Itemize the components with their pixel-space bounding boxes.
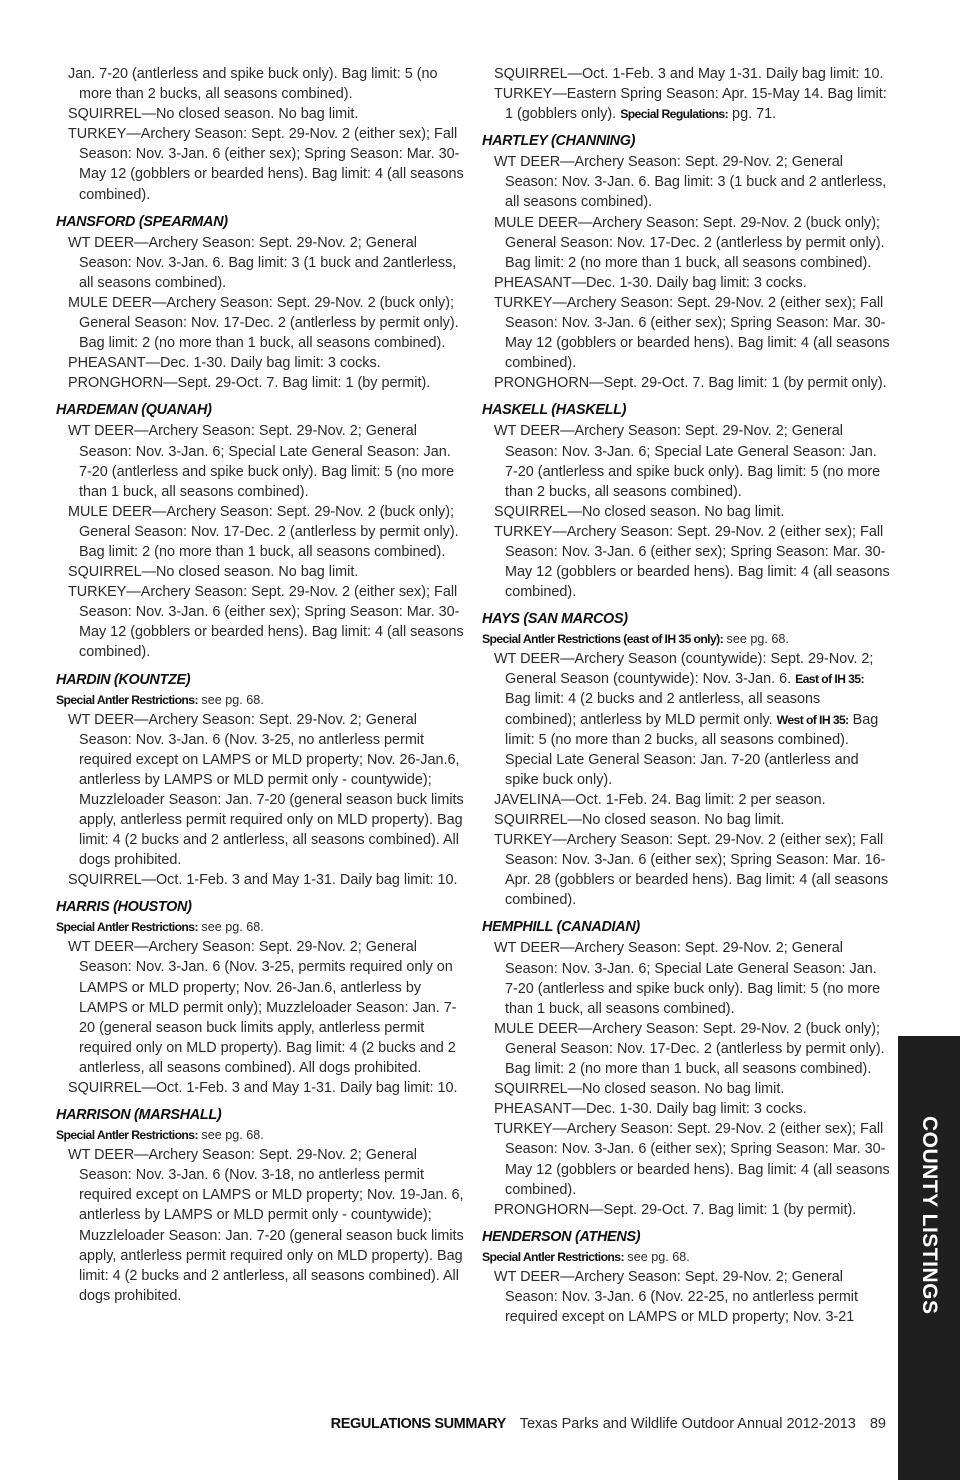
county-section [56, 897, 464, 1098]
regulation-entry: PRONGHORN—Sept. 29-Oct. 7. Bag limit: 1 (by permit). [68, 375, 431, 392]
regulation-entry: SQUIRREL—No closed season. No bag limit. [494, 812, 785, 828]
regulation-entry: WT DEER—Archery Season: Sept. 29-Nov. 2; General Season: Nov. 3-Jan. 6 (Nov. 3-25, no antlerless permit required except on LAMPS or MLD property; Nov. 26-Jan.6, antlerless by LAMPS or MLD permit only - countywide); Muzzleloader Season: Jan. 7-20 (general season buck limits apply, antlerless permit required only on MLD property). Bag limit: 4 (2 bucks and 2 antlerless, all seasons combined). All dogs prohibited. [68, 711, 464, 869]
note-label: Special Antler Restrictions: [56, 920, 198, 935]
county-section [56, 1105, 464, 1306]
left-column [56, 64, 464, 1306]
regulation-entry: PRONGHORN—Sept. 29-Oct. 7. Bag limit: 1 (by permit only). [494, 375, 887, 392]
county-heading: HARDIN (KOUNTZE) [56, 671, 191, 688]
regulation-entry: WT DEER—Archery Season: Sept. 29-Nov. 2; General Season: Nov. 3-Jan. 6 (Nov. 22-25, no antlerless permit required except on LAMPS or MLD property; Nov. 3-21 [494, 1268, 859, 1325]
note-text: see pg. 68. [197, 692, 264, 707]
regulation-entry: TURKEY—Archery Season: Sept. 29-Nov. 2 (either sex); Fall Season: Nov. 3-Jan. 6 (either sex); Spring Season: Mar. 30-May 12 (gobblers or bearded hens). Bag limit: 4 (all seasons combined). [494, 523, 890, 601]
regulation-entry: WT DEER—Archery Season: Sept. 29-Nov. 2; General Season: Nov. 3-Jan. 6. Bag limit: 3 (1 buck and 2 antlerless, all seasons combined). [494, 154, 887, 211]
regulation-entry: WT DEER—Archery Season: Sept. 29-Nov. 2; General Season: Nov. 3-Jan. 6; Special Late General Season: Jan. 7-20 (antlerless and spike buck only). Bag limit: 5 (no more than 1 buck, all seasons combined). [494, 940, 881, 1017]
county-heading: HARRIS (HOUSTON) [56, 899, 192, 916]
regulation-entry: SQUIRREL—Oct. 1-Feb. 3 and May 1-31. Daily bag limit: 10. [68, 872, 458, 889]
regulation-entry: JAVELINA—Oct. 1-Feb. 24. Bag limit: 2 per season. [494, 791, 826, 808]
side-tab [898, 1036, 960, 1480]
county-section [482, 131, 892, 393]
page-footer [331, 1416, 886, 1432]
special-restrictions-note [56, 918, 464, 937]
note-text: see pg. 68. [623, 1249, 690, 1264]
regulation-entry: PHEASANT—Dec. 1-30. Daily bag limit: 3 cocks. [494, 274, 807, 291]
regulation-entry: TURKEY—Archery Season: Sept. 29-Nov. 2 (either sex); Fall Season: Nov. 3-Jan. 6 (either sex); Spring Season: Mar. 30-May 12 (gobblers or bearded hens). Bag limit: 4 (all seasons combined). [494, 1121, 890, 1198]
county-section [482, 1227, 892, 1327]
regulation-entry: WT DEER—Archery Season: Sept. 29-Nov. 2; General Season: Nov. 3-Jan. 6. Bag limit: 3 (1 buck and 2antlerless, all seasons combined). [68, 234, 457, 291]
county-section [482, 917, 892, 1219]
regulation-entry: MULE DEER—Archery Season: Sept. 29-Nov. 2 (buck only); General Season: Nov. 17-Dec. 2 (antlerless by permit only). Bag limit: 2 (no more than 1 buck, all seasons combined). [68, 503, 459, 560]
regulation-entry: TURKEY—Eastern Spring Season: Apr. 15-May 14. Bag limit: 1 (gobblers only). Special Regulations: pg. 71. [494, 86, 887, 123]
right-column [482, 64, 892, 1327]
county-heading: HAYS (SAN MARCOS) [482, 611, 628, 628]
regulation-entry: SQUIRREL—Oct. 1-Feb. 3 and May 1-31. Daily bag limit: 10. [494, 66, 884, 82]
regulation-entry: SQUIRREL—No closed season. No bag limit. [494, 503, 785, 520]
county-heading: HARRISON (MARSHALL) [56, 1107, 222, 1124]
county-heading: HEMPHILL (CANADIAN) [482, 919, 640, 936]
note-text: see pg. 68. [723, 632, 789, 647]
footer-section-title: REGULATIONS SUMMARY [330, 1416, 506, 1432]
note-label: Special Antler Restrictions: [482, 1249, 624, 1264]
special-restrictions-note [482, 1248, 892, 1267]
note-label: Special Antler Restrictions: [56, 692, 198, 707]
special-restrictions-note [56, 1126, 464, 1145]
regulation-entry: SQUIRREL—Oct. 1-Feb. 3 and May 1-31. Daily bag limit: 10. [68, 1080, 458, 1097]
county-section [56, 400, 464, 662]
regulation-entry: WT DEER—Archery Season: Sept. 29-Nov. 2; General Season: Nov. 3-Jan. 6 (Nov. 3-25, permits required only on LAMPS or MLD property; Nov. 26-Jan.6, antlerless by LAMPS or MLD permit only); Muzzleloader Season: Jan. 7-20 (general season buck limits apply, antlerless permit required only on MLD property). Bag limit: 4 (2 bucks and 2 antlerless, all seasons combined). All dogs prohibited. [68, 939, 457, 1076]
county-section [482, 609, 892, 910]
regulation-entry: MULE DEER—Archery Season: Sept. 29-Nov. 2 (buck only); General Season: Nov. 17-Dec. 2 (antlerless by permit only). Bag limit: 2 (no more than 1 buck, all seasons combined). [494, 1020, 885, 1078]
footer-publication: Texas Parks and Wildlife Outdoor Annual 2012-2013 [519, 1416, 856, 1432]
regulation-entry: PHEASANT—Dec. 1-30. Daily bag limit: 3 cocks. [494, 1101, 807, 1118]
regulation-entry: SQUIRREL—No closed season. No bag limit. [68, 564, 359, 581]
note-label: Special Antler Restrictions (east of IH 35 only): [482, 632, 724, 647]
regulation-entry: WT DEER—Archery Season: Sept. 29-Nov. 2; General Season: Nov. 3-Jan. 6 (Nov. 3-18, no antlerless permit required except on LAMPS or MLD property; Nov. 19-Jan. 6, antlerless by LAMPS or MLD permit only - countywide); Muzzleloader Season: Jan. 7-20 (general season buck limits apply, antlerless permit required only on MLD property). Bag limit: 4 (2 bucks and 2 antlerless, all seasons combined). All dogs prohibited. [68, 1147, 464, 1304]
county-section [56, 212, 464, 394]
page-number: 89 [869, 1416, 886, 1432]
county-heading: HARTLEY (CHANNING) [482, 133, 636, 150]
regulation-entry: MULE DEER—Archery Season: Sept. 29-Nov. 2 (buck only); General Season: Nov. 17-Dec. 2 (antlerless by permit only). Bag limit: 2 (no more than 1 buck, all seasons combined). [494, 214, 885, 271]
county-heading: HASKELL (HASKELL) [482, 402, 627, 419]
side-tab-label: COUNTY LISTINGS [918, 1116, 941, 1315]
regulation-entry: TURKEY—Archery Season: Sept. 29-Nov. 2 (either sex); Fall Season: Nov. 3-Jan. 6 (either sex); Spring Season: Mar. 16-Apr. 28 (gobblers or bearded hens). Bag limit: 4 (all seasons combined). [494, 832, 889, 909]
county-heading: HENDERSON (ATHENS) [482, 1228, 641, 1245]
special-restrictions-note [482, 630, 892, 649]
note-label: Special Antler Restrictions: [56, 1128, 198, 1143]
inline-bold-label: Special Regulations: [620, 107, 729, 122]
regulation-entry: PHEASANT—Dec. 1-30. Daily bag limit: 3 cocks. [68, 355, 381, 372]
regulation-entry: SQUIRREL—No closed season. No bag limit. [494, 1081, 785, 1098]
county-section [482, 400, 892, 602]
inline-bold-label: East of IH 35: [795, 672, 864, 687]
regulation-entry: WT DEER—Archery Season: Sept. 29-Nov. 2; General Season: Nov. 3-Jan. 6; Special Late General Season: Jan. 7-20 (antlerless and spike buck only). Bag limit: 5 (no more than 2 bucks, all seasons combined). [494, 423, 881, 500]
regulation-entry: WT DEER—Archery Season: Sept. 29-Nov. 2; General Season: Nov. 3-Jan. 6; Special Late General Season: Jan. 7-20 (antlerless and spike buck only). Bag limit: 5 (no more than 1 buck, all seasons combined). [68, 423, 455, 500]
regulation-entry: TURKEY—Archery Season: Sept. 29-Nov. 2 (either sex); Fall Season: Nov. 3-Jan. 6 (either sex); Spring Season: Mar. 30-May 12 (gobblers or bearded hens). Bag limit: 4 (all seasons combined). [494, 294, 890, 372]
regulation-entry: PRONGHORN—Sept. 29-Oct. 7. Bag limit: 1 (by permit). [494, 1201, 857, 1218]
regulation-entry: Jan. 7-20 (antlerless and spike buck only). Bag limit: 5 (no more than 2 bucks, all seasons combined). [68, 66, 438, 103]
regulation-entry: SQUIRREL—No closed season. No bag limit. [68, 106, 359, 123]
regulation-entry: TURKEY—Archery Season: Sept. 29-Nov. 2 (either sex); Fall Season: Nov. 3-Jan. 6 (either sex); Spring Season: Mar. 30-May 12 (gobblers or bearded hens). Bag limit: 4 (all seasons combined). [68, 584, 464, 661]
special-restrictions-note [56, 691, 464, 710]
county-section [56, 670, 464, 891]
regulation-entry: WT DEER—Archery Season (countywide): Sept. 29-Nov. 2; General Season (countywide): Nov. 3-Jan. 6. East of IH 35: Bag limit: 4 (2 bucks and 2 antlerless, all seasons combined); antlerless by MLD permit only. West of IH 35: Bag limit: 5 (no more than 2 bucks, all seasons combined). Special Late General Season: Jan. 7-20 (antlerless and spike buck only). [494, 651, 879, 788]
county-heading: HARDEMAN (QUANAH) [56, 402, 212, 419]
note-text: see pg. 68. [197, 1128, 264, 1143]
note-text: see pg. 68. [197, 920, 264, 935]
county-heading: HANSFORD (SPEARMAN) [56, 213, 228, 230]
inline-bold-label: West of IH 35: [776, 712, 849, 727]
regulation-entry: MULE DEER—Archery Season: Sept. 29-Nov. 2 (buck only); General Season: Nov. 17-Dec. 2 (antlerless by permit only). Bag limit: 2 (no more than 1 buck, all seasons combined). [68, 294, 459, 352]
county-section [482, 64, 892, 124]
regulation-entry: TURKEY—Archery Season: Sept. 29-Nov. 2 (either sex); Fall Season: Nov. 3-Jan. 6 (either sex); Spring Season: Mar. 30-May 12 (gobblers or bearded hens). Bag limit: 4 (all seasons combined). [68, 126, 464, 203]
county-section [56, 64, 464, 205]
